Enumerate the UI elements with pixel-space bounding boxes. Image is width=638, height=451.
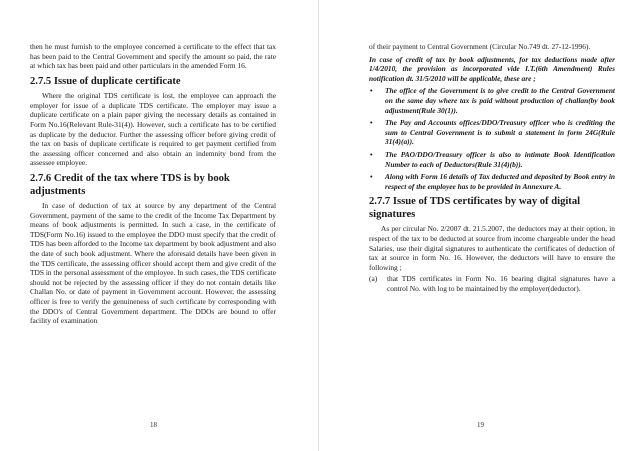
list-item (369, 172, 615, 191)
section-heading-duplicate-certificate: 2.7.5 Issue of duplicate certificate (30, 75, 181, 87)
bullet-icon: • (370, 172, 373, 182)
duplicate-certificate-paragraph: Where the original TDS certificate is lost, the employee can approach the employer for issue of a duplicate TDS certificate. The employer may issue a duplicate certificate on a plain paper giving the necessary details as contained in Form No.16(Relevant Rule-31(4)). However, such a certificate has to be certified as duplicate by the deductor. Further the assessing officer before giving credit of the tax on basis of duplicate certificate is required to get payment certified from the assessing officer concerned and also obtain an indemnity bond from the assessee employee. (30, 91, 276, 168)
right-page (319, 0, 638, 451)
list-item-text: The office of the Government is to give credit to the Central Government on the same day where tax is paid without production of challan(by book adjustment(Rule 30(1)). (385, 86, 615, 115)
bullet-icon: • (370, 86, 373, 96)
list-item (369, 86, 615, 115)
list-item (369, 150, 615, 169)
list-item-text: The PAO/DDO/Treasury officer is also to intimate Book Identification Number to each of Deductors(Rule 31(4)(b)). (385, 149, 615, 169)
left-intro-paragraph: then he must furnish to the employee concerned a certificate to the effect that tax has been paid to the Central Government and specify the amount so paid, the rate at which tax has been paid and other particulars in the amended Form 16. (30, 42, 276, 71)
item-text: that TDS certificates in Form No. 16 bearing digital signatures have a control No. with log to be maintained by the employer(deductor). (387, 274, 615, 293)
book-adjustment-rules-paragraph: In case of credit of tax by book adjustments, for tax deductions made after 1/4/2010, the provision as incorporated vide I.T.(6th Amendment) Rules notification dt. 31/5/2010 will be applicable, these are ; (369, 54, 615, 83)
right-column (369, 42, 615, 293)
digital-signatures-paragraph: As per circular No. 2/2007 dt. 21.5.2007, the deductors may at their option, in respect of the tax to be deducted at source from income chargeable under the head Salaries, use their digital signatures to authenticate the certificates of deduction of tax at source in form No. 16. However, the deductors will have to ensure the following ; (369, 224, 615, 272)
list-item-text: The Pay and Accounts offices/DDO/Treasury officer who is crediting the sum to Central Government is to submit a statement in form 24G(Rule 31(4)(a)). (385, 118, 615, 147)
page-number-right: 19 (477, 421, 484, 429)
right-intro-paragraph: of their payment to Central Government (Circular No.749 dt. 27-12-1996). (369, 42, 591, 51)
page-number-left: 18 (150, 421, 157, 429)
book-adjustments-paragraph: In case of deduction of tax at source by any department of the Central Government, payment of the same to the credit of the Income Tax Department by means of book adjustments is permitted. In such a case, in the certificate of TDS(Form No.16) issued to the employee the DDO must specify that the credit of TDS has been afforded to the Income tax department by book adjustment and also the date of such book adjustment. Where the aforesaid details have been given in the TDS certificate, the assessing officer should accept them and give credit of the TDS in the personal assessment of the employee. In such cases, the TDS certificate should not be rejected by the assessing officer if they do not contain details like Challan No. or date of payment in Government account. However, the assessing officer is free to verify the genuineness of such certificate by corresponding with the DDO's of Central Government department. The DDOs are bound to offer facility of examination (30, 201, 276, 326)
section-heading-digital-signatures: 2.7.7 Issue of TDS certificates by way of digital signatures (369, 196, 581, 220)
bullet-icon: • (370, 118, 373, 128)
list-item-text: Along with Form 16 details of Tax deducted and deposited by Book entry in respect of the employee has to be provided in Annexure A. (385, 172, 615, 191)
bullet-icon: • (370, 149, 373, 159)
section-heading-book-adjustments: 2.7.6 Credit of the tax where TDS is by book adjustments (30, 173, 230, 197)
list-item (369, 118, 615, 147)
left-column (30, 42, 276, 326)
item-label: (a) (369, 274, 378, 284)
rules-bullet-list (369, 86, 615, 191)
list-item (369, 274, 615, 293)
